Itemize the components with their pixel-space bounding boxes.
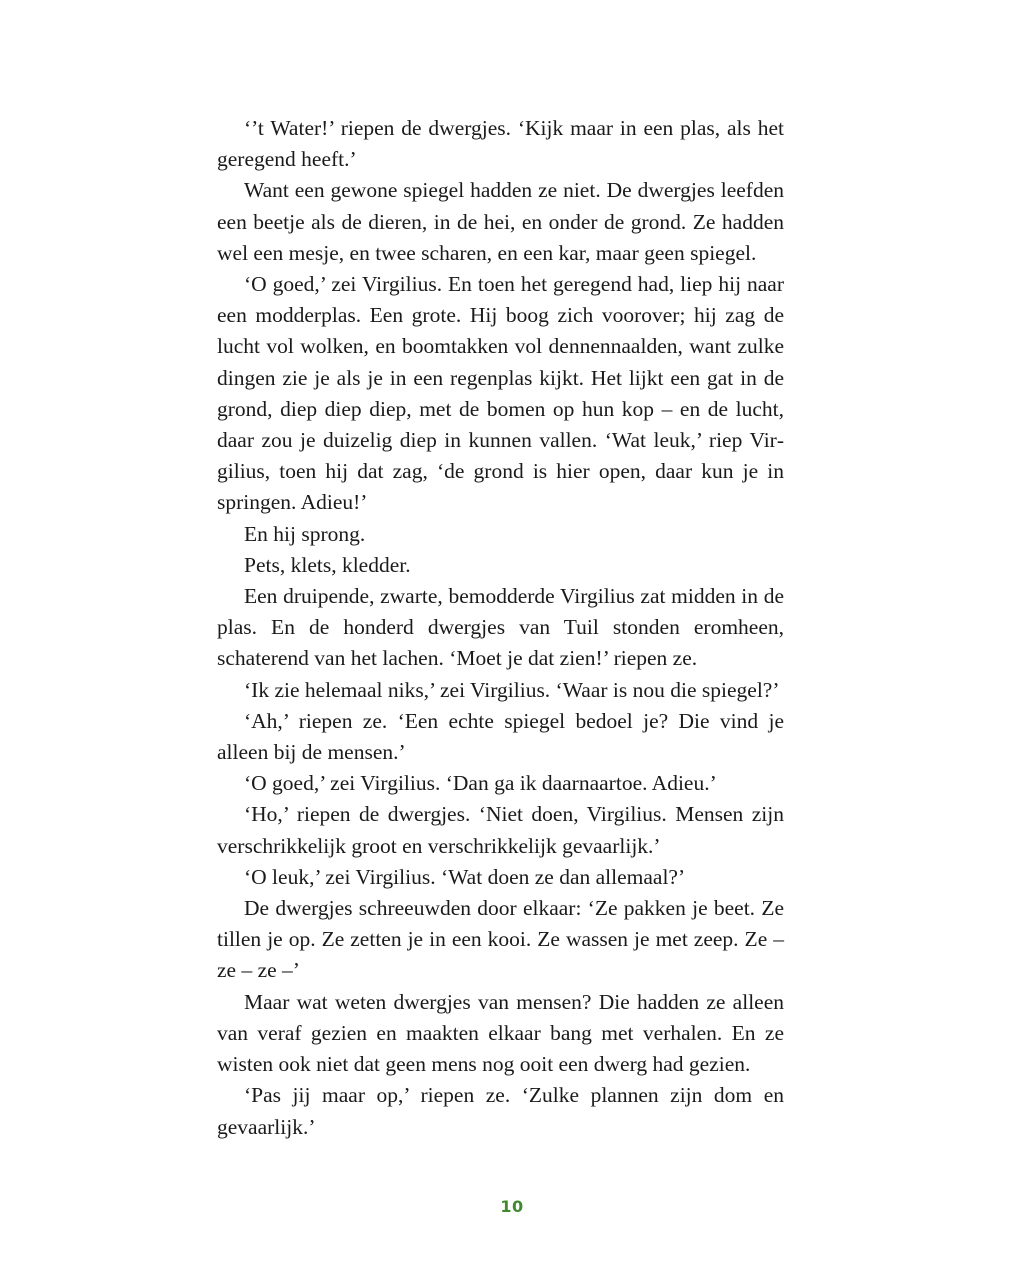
paragraph: ‘O goed,’ zei Virgilius. ‘Dan ga ik daarnaartoe. Adieu.’	[244, 771, 717, 796]
paragraph: Een druipende, zwarte, bemodderde Virgilius zat midden in de plas. En de honderd dwergjes van Tuil stonden eromheen, schaterend van het lachen. ‘Moet je dat zien!’ riepen ze.	[217, 584, 784, 671]
paragraph: ‘’t Water!’ riepen de dwergjes. ‘Kijk maar in een plas, als het geregend heeft.’	[217, 116, 784, 172]
paragraph: ‘Pas jij maar op,’ riepen ze. ‘Zulke plannen zijn dom en gevaarlijk.’	[217, 1083, 784, 1139]
paragraph: Want een gewone spiegel hadden ze niet. De dwergjes leefden een beetje als de dieren, in de hei, en onder de grond. Ze hadden wel een mesje, en twee scharen, en een kar, maar geen spiegel.	[217, 178, 784, 265]
paragraph: ‘Ik zie helemaal niks,’ zei Virgilius. ‘Waar is nou die spiegel?’	[244, 677, 780, 702]
body-text	[217, 113, 784, 1143]
paragraph: Maar wat weten dwergjes van mensen? Die hadden ze alleen van veraf gezien en maakten elkaar bang met verhalen. En ze wisten ook niet dat geen mens nog ooit een dwerg had gezien.	[217, 989, 784, 1077]
paragraph: De dwergjes schreeuwden door elkaar: ‘Ze pakken je beet. Ze tillen je op. Ze zetten je in een kooi. Ze wassen je met zeep. Ze – ze – ze –’	[217, 896, 784, 983]
paragraph: ‘Ho,’ riepen de dwergjes. ‘Niet doen, Virgilius. Mensen zijn verschrikkelijk groot en verschrikkelijk gevaarlijk.’	[217, 802, 784, 858]
paragraph: ‘O goed,’ zei Virgilius. En toen het geregend had, liep hij naar een modderplas. Een grote. Hij boog zich voorover; hij zag de lucht vol wolken, en boomtakken vol dennennaalden, want zulke dingen zie je als je in een regenplas kijkt. Het lijkt een gat in de grond, diep diep diep, met de bomen op hun kop – en de lucht, daar zou je duizelig diep in kunnen vallen. ‘Wat leuk,’ riep Virgilius, toen hij dat zag, ‘de grond is hier open, daar kun je in springen. Adieu!’	[217, 272, 784, 515]
paragraph: Pets, klets, kledder.	[244, 552, 411, 577]
paragraph: En hij sprong.	[244, 521, 366, 546]
paragraph: ‘O leuk,’ zei Virgilius. ‘Wat doen ze dan allemaal?’	[244, 864, 686, 889]
paragraph: ‘Ah,’ riepen ze. ‘Een echte spiegel bedoel je? Die vind je alleen bij de mensen.’	[217, 708, 784, 765]
page-number: 10	[500, 1197, 524, 1216]
